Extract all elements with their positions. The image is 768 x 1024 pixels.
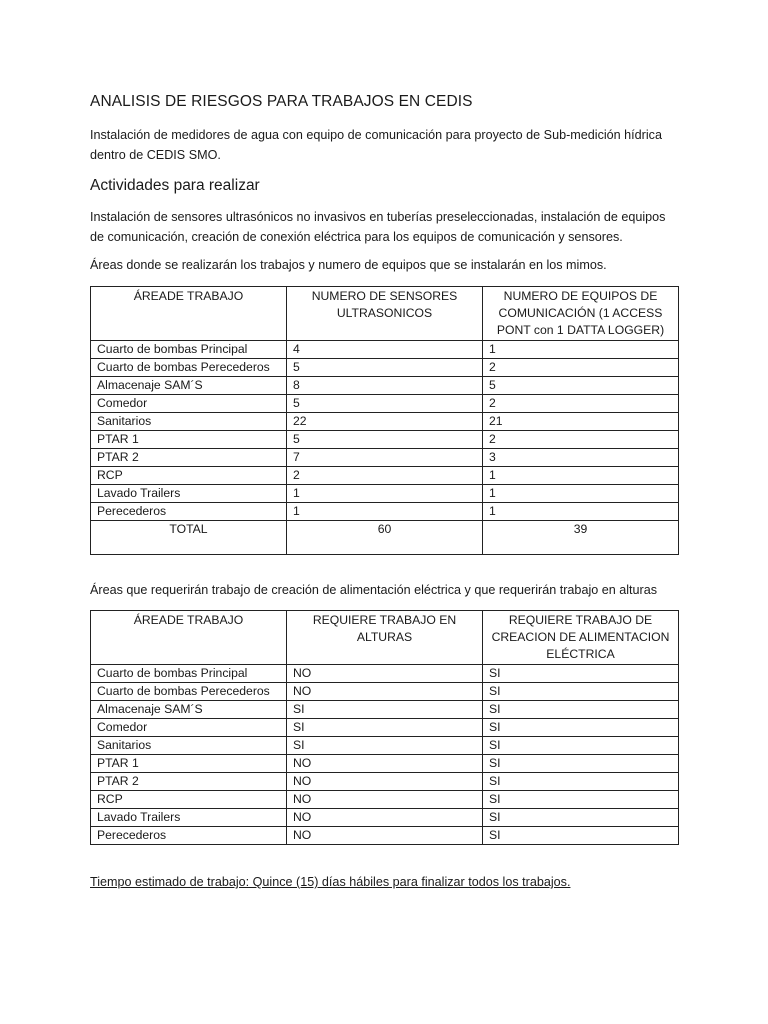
value-cell: SI xyxy=(287,737,483,755)
area-cell: Cuarto de bombas Principal xyxy=(91,341,287,359)
table-row xyxy=(91,791,679,809)
value-cell: 5 xyxy=(287,359,483,377)
table-row xyxy=(91,413,679,431)
area-cell: Comedor xyxy=(91,719,287,737)
area-cell: Lavado Trailers xyxy=(91,485,287,503)
header-sensors: NUMERO DE SENSORES ULTRASONICOS xyxy=(287,287,483,341)
value-cell: SI xyxy=(483,827,679,845)
activities-heading: Actividades para realizar xyxy=(90,177,260,194)
value-cell: 3 xyxy=(483,449,679,467)
value-cell: NO xyxy=(287,755,483,773)
value-cell: 5 xyxy=(287,395,483,413)
value-cell: NO xyxy=(287,791,483,809)
area-cell: PTAR 1 xyxy=(91,431,287,449)
table-row xyxy=(91,467,679,485)
value-cell: NO xyxy=(287,665,483,683)
area-cell: Almacenaje SAM´S xyxy=(91,701,287,719)
value-cell: 1 xyxy=(287,503,483,521)
value-cell: 8 xyxy=(287,377,483,395)
value-cell: SI xyxy=(483,791,679,809)
header-comm-equipment: NUMERO DE EQUIPOS DE COMUNICACIÓN (1 ACCESS PONT con 1 DATTA LOGGER) xyxy=(483,287,679,341)
power-areas-paragraph: Áreas que requerirán trabajo de creación de alimentación eléctrica y que requerirán trabajo en alturas xyxy=(90,583,658,597)
equipment-table-body xyxy=(91,341,679,555)
area-cell: Perecederos xyxy=(91,503,287,521)
table-row xyxy=(91,773,679,791)
area-cell: RCP xyxy=(91,791,287,809)
value-cell: 2 xyxy=(483,431,679,449)
value-cell: SI xyxy=(483,809,679,827)
table-row xyxy=(91,719,679,737)
table-header-row xyxy=(91,287,679,341)
value-cell: NO xyxy=(287,683,483,701)
area-cell: Cuarto de bombas Perecederos xyxy=(91,359,287,377)
total-label: TOTAL xyxy=(91,521,287,555)
value-cell: 1 xyxy=(287,485,483,503)
requirements-table xyxy=(90,610,679,845)
area-cell: Sanitarios xyxy=(91,737,287,755)
value-cell: 1 xyxy=(483,485,679,503)
area-cell: Lavado Trailers xyxy=(91,809,287,827)
table-row xyxy=(91,737,679,755)
header-power: REQUIERE TRABAJO DE CREACION DE ALIMENTACION ELÉCTRICA xyxy=(483,611,679,665)
area-cell: Cuarto de bombas Perecederos xyxy=(91,683,287,701)
table-header-row xyxy=(91,611,679,665)
value-cell: 2 xyxy=(483,395,679,413)
intro-paragraph: Instalación de medidores de agua con equipo de comunicación para proyecto de Sub-medición hídrica dentro de CEDIS SMO. xyxy=(90,128,662,162)
value-cell: SI xyxy=(483,737,679,755)
area-cell: Comedor xyxy=(91,395,287,413)
requirements-table-body xyxy=(91,665,679,845)
table-row xyxy=(91,683,679,701)
table-row xyxy=(91,755,679,773)
value-cell: SI xyxy=(483,701,679,719)
areas-paragraph: Áreas donde se realizarán los trabajos y numero de equipos que se instalarán en los mimos. xyxy=(90,258,607,272)
area-cell: Perecederos xyxy=(91,827,287,845)
activities-paragraph: Instalación de sensores ultrasónicos no invasivos en tuberías preseleccionadas, instalación de equipos de comunicación, creación de conexión eléctrica para los equipos de comunicación y sensores. xyxy=(90,210,666,244)
area-cell: RCP xyxy=(91,467,287,485)
value-cell: NO xyxy=(287,773,483,791)
value-cell: 21 xyxy=(483,413,679,431)
total-value: 60 xyxy=(287,521,483,555)
equipment-table xyxy=(90,286,679,555)
value-cell: 5 xyxy=(287,431,483,449)
table-row xyxy=(91,431,679,449)
table-row xyxy=(91,395,679,413)
table-row xyxy=(91,701,679,719)
value-cell: 22 xyxy=(287,413,483,431)
value-cell: 4 xyxy=(287,341,483,359)
value-cell: SI xyxy=(287,719,483,737)
document-title: ANALISIS DE RIESGOS PARA TRABAJOS EN CEDIS xyxy=(90,93,473,110)
table-row xyxy=(91,377,679,395)
value-cell: SI xyxy=(483,755,679,773)
value-cell: SI xyxy=(483,683,679,701)
header-area: ÁREADE TRABAJO xyxy=(91,287,287,341)
value-cell: SI xyxy=(483,719,679,737)
value-cell: SI xyxy=(483,773,679,791)
total-row xyxy=(91,521,679,555)
table-row xyxy=(91,485,679,503)
header-heights: REQUIERE TRABAJO EN ALTURAS xyxy=(287,611,483,665)
table-row xyxy=(91,359,679,377)
value-cell: 1 xyxy=(483,341,679,359)
table-row xyxy=(91,665,679,683)
table-row xyxy=(91,449,679,467)
value-cell: SI xyxy=(483,665,679,683)
value-cell: SI xyxy=(287,701,483,719)
area-cell: Cuarto de bombas Principal xyxy=(91,665,287,683)
table-row xyxy=(91,827,679,845)
area-cell: Sanitarios xyxy=(91,413,287,431)
value-cell: 5 xyxy=(483,377,679,395)
value-cell: NO xyxy=(287,827,483,845)
value-cell: 1 xyxy=(483,467,679,485)
area-cell: PTAR 2 xyxy=(91,773,287,791)
value-cell: 7 xyxy=(287,449,483,467)
area-cell: PTAR 2 xyxy=(91,449,287,467)
value-cell: 2 xyxy=(483,359,679,377)
area-cell: Almacenaje SAM´S xyxy=(91,377,287,395)
header-area: ÁREADE TRABAJO xyxy=(91,611,287,665)
value-cell: NO xyxy=(287,809,483,827)
estimated-time-note: Tiempo estimado de trabajo: Quince (15) días hábiles para finalizar todos los trabajos. xyxy=(90,875,571,889)
total-value: 39 xyxy=(483,521,679,555)
value-cell: 1 xyxy=(483,503,679,521)
table-row xyxy=(91,341,679,359)
table-row xyxy=(91,809,679,827)
area-cell: PTAR 1 xyxy=(91,755,287,773)
value-cell: 2 xyxy=(287,467,483,485)
table-row xyxy=(91,503,679,521)
